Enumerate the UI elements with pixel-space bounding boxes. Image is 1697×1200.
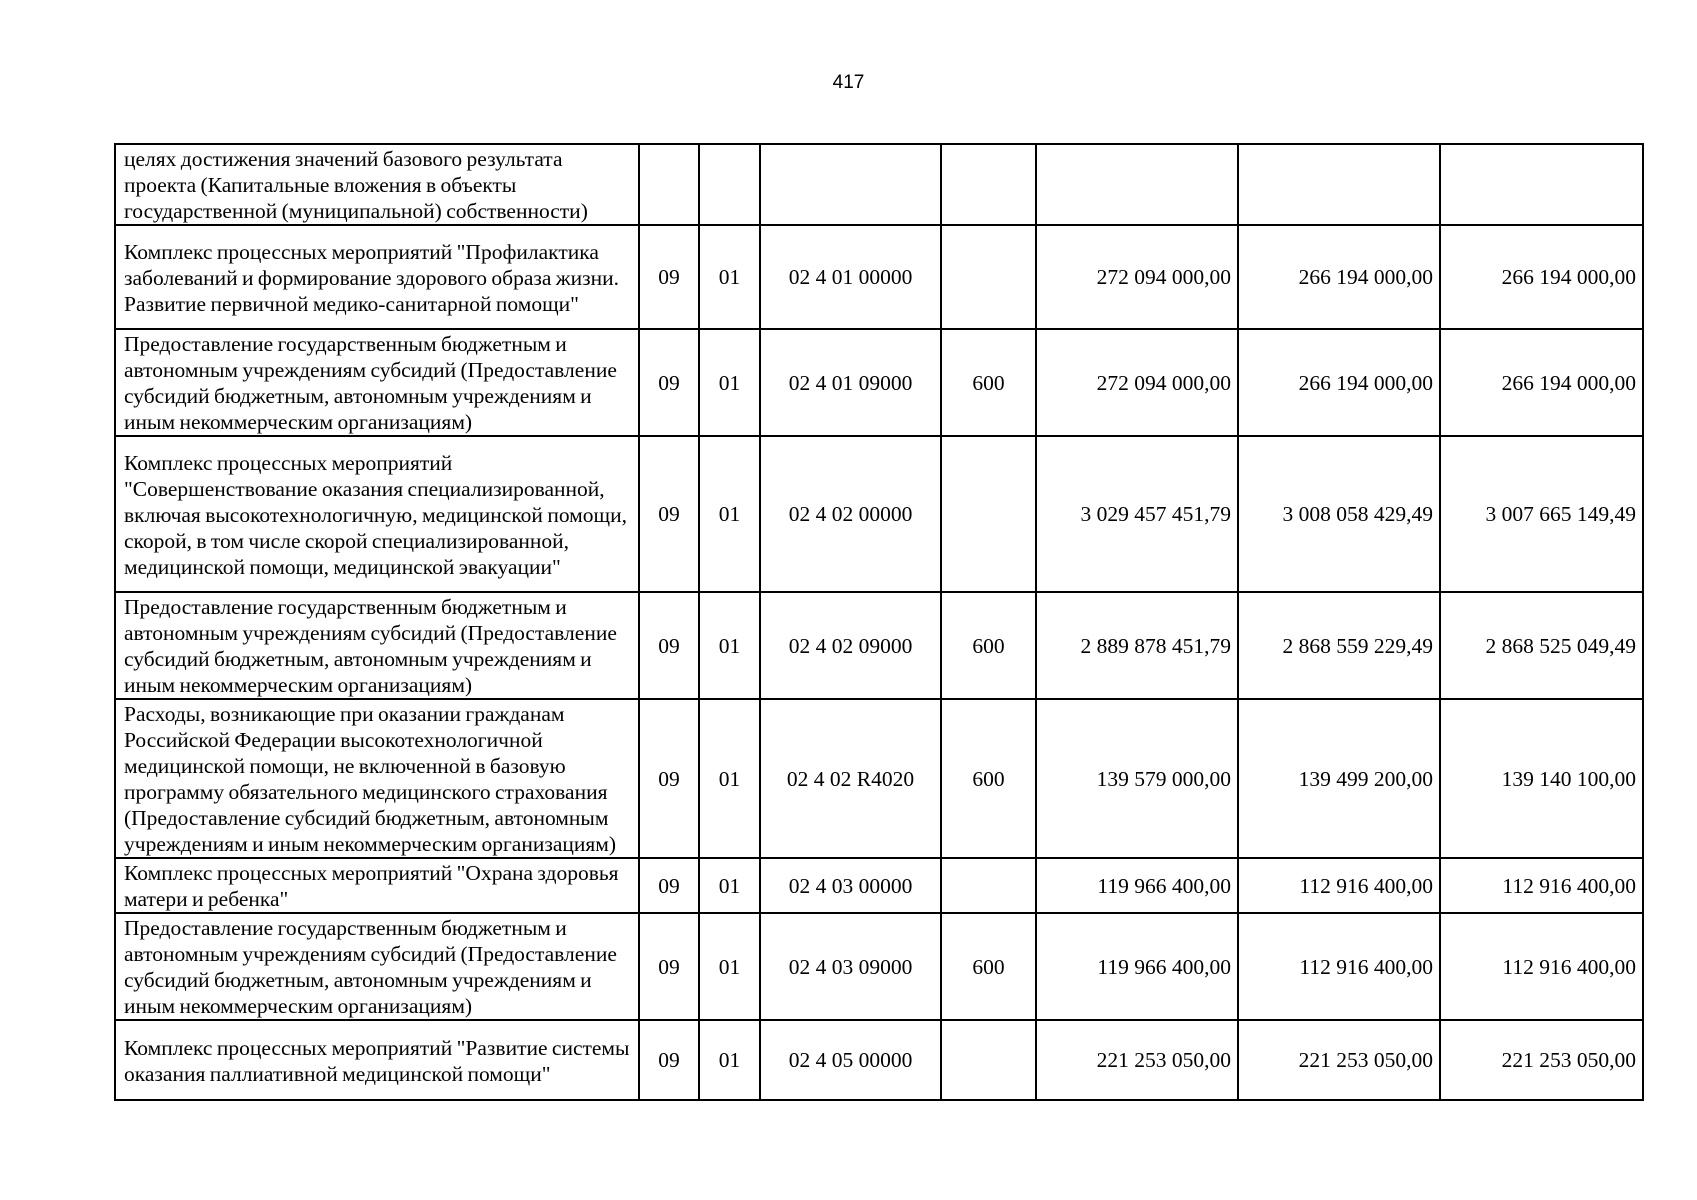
subsection-code: 01 [699,858,760,913]
section-code: 09 [639,225,699,329]
amount-year-1: 272 094 000,00 [1036,225,1238,329]
amount-year-1: 119 966 400,00 [1036,913,1238,1020]
section-code: 09 [639,592,699,699]
table-row [115,699,1643,858]
expense-type-code: 600 [941,699,1036,858]
amount-year-2: 112 916 400,00 [1238,913,1440,1020]
section-code: 09 [639,858,699,913]
target-article-code: 02 4 01 09000 [760,329,941,436]
subsection-code: 01 [699,329,760,436]
subsection-code: 01 [699,225,760,329]
subsection-code: 01 [699,436,760,592]
amount-year-2: 2 868 559 229,49 [1238,592,1440,699]
subsection-code: 01 [699,592,760,699]
subsection-code: 01 [699,913,760,1020]
table-row [115,144,1643,225]
table-body [115,144,1643,1100]
subsection-code: 01 [699,1020,760,1100]
target-article-code: 02 4 05 00000 [760,1020,941,1100]
table-row [115,329,1643,436]
amount-year-3: 112 916 400,00 [1440,858,1643,913]
amount-year-3: 3 007 665 149,49 [1440,436,1643,592]
row-description: Предоставление государственным бюджетным и автономным учреждениям субсидий (Предоставление субсидий бюджетным, автономным учреждениям и иным некоммерческим организациям) [115,592,639,699]
budget-table [114,143,1644,1101]
row-description: Предоставление государственным бюджетным и автономным учреждениям субсидий (Предоставление субсидий бюджетным, автономным учреждениям и иным некоммерческим организациям) [115,329,639,436]
table-row [115,1020,1643,1100]
section-code: 09 [639,1020,699,1100]
row-description: Комплекс процессных мероприятий "Профилактика заболеваний и формирование здорового образа жизни. Развитие первичной медико-санитарной помощи" [115,225,639,329]
amount-year-3 [1440,144,1643,225]
target-article-code: 02 4 01 00000 [760,225,941,329]
amount-year-3: 266 194 000,00 [1440,225,1643,329]
amount-year-3: 112 916 400,00 [1440,913,1643,1020]
page-number: 417 [832,72,865,93]
expense-type-code: 600 [941,913,1036,1020]
section-code: 09 [639,436,699,592]
amount-year-1: 221 253 050,00 [1036,1020,1238,1100]
row-description: Предоставление государственным бюджетным и автономным учреждениям субсидий (Предоставление субсидий бюджетным, автономным учреждениям и иным некоммерческим организациям) [115,913,639,1020]
amount-year-3: 221 253 050,00 [1440,1020,1643,1100]
target-article-code: 02 4 02 R4020 [760,699,941,858]
table-row [115,913,1643,1020]
amount-year-1: 119 966 400,00 [1036,858,1238,913]
amount-year-3: 2 868 525 049,49 [1440,592,1643,699]
table-row [115,858,1643,913]
amount-year-3: 266 194 000,00 [1440,329,1643,436]
target-article-code: 02 4 03 00000 [760,858,941,913]
amount-year-1: 2 889 878 451,79 [1036,592,1238,699]
expense-type-code [941,144,1036,225]
amount-year-2: 266 194 000,00 [1238,225,1440,329]
amount-year-1 [1036,144,1238,225]
table-row [115,592,1643,699]
target-article-code: 02 4 02 09000 [760,592,941,699]
amount-year-2: 221 253 050,00 [1238,1020,1440,1100]
table-row [115,436,1643,592]
expense-type-code [941,1020,1036,1100]
amount-year-1: 3 029 457 451,79 [1036,436,1238,592]
row-description: Комплекс процессных мероприятий "Развитие системы оказания паллиативной медицинской помощи" [115,1020,639,1100]
amount-year-1: 272 094 000,00 [1036,329,1238,436]
row-description: Комплекс процессных мероприятий "Совершенствование оказания специализированной, включая высокотехнологичную, медицинской помощи, скорой, в том числе скорой специализированной, медицинской помощи, медицинской эвакуации" [115,436,639,592]
row-description: целях достижения значений базового результата проекта (Капитальные вложения в объекты государственной (муниципальной) собственности) [115,144,639,225]
amount-year-2: 3 008 058 429,49 [1238,436,1440,592]
target-article-code [760,144,941,225]
amount-year-2: 139 499 200,00 [1238,699,1440,858]
table-row [115,225,1643,329]
row-description: Комплекс процессных мероприятий "Охрана здоровья матери и ребенка" [115,858,639,913]
target-article-code: 02 4 02 00000 [760,436,941,592]
amount-year-2 [1238,144,1440,225]
section-code: 09 [639,913,699,1020]
expense-type-code [941,225,1036,329]
section-code: 09 [639,699,699,858]
expense-type-code [941,858,1036,913]
expense-type-code: 600 [941,329,1036,436]
amount-year-1: 139 579 000,00 [1036,699,1238,858]
subsection-code [699,144,760,225]
row-description: Расходы, возникающие при оказании гражданам Российской Федерации высокотехнологичной медицинской помощи, не включенной в базовую программу обязательного медицинского страхования (Предоставление субсидий бюджетным, автономным учреждениям и иным некоммерческим организациям) [115,699,639,858]
section-code: 09 [639,329,699,436]
amount-year-3: 139 140 100,00 [1440,699,1643,858]
subsection-code: 01 [699,699,760,858]
amount-year-2: 266 194 000,00 [1238,329,1440,436]
target-article-code: 02 4 03 09000 [760,913,941,1020]
expense-type-code [941,436,1036,592]
amount-year-2: 112 916 400,00 [1238,858,1440,913]
expense-type-code: 600 [941,592,1036,699]
section-code [639,144,699,225]
